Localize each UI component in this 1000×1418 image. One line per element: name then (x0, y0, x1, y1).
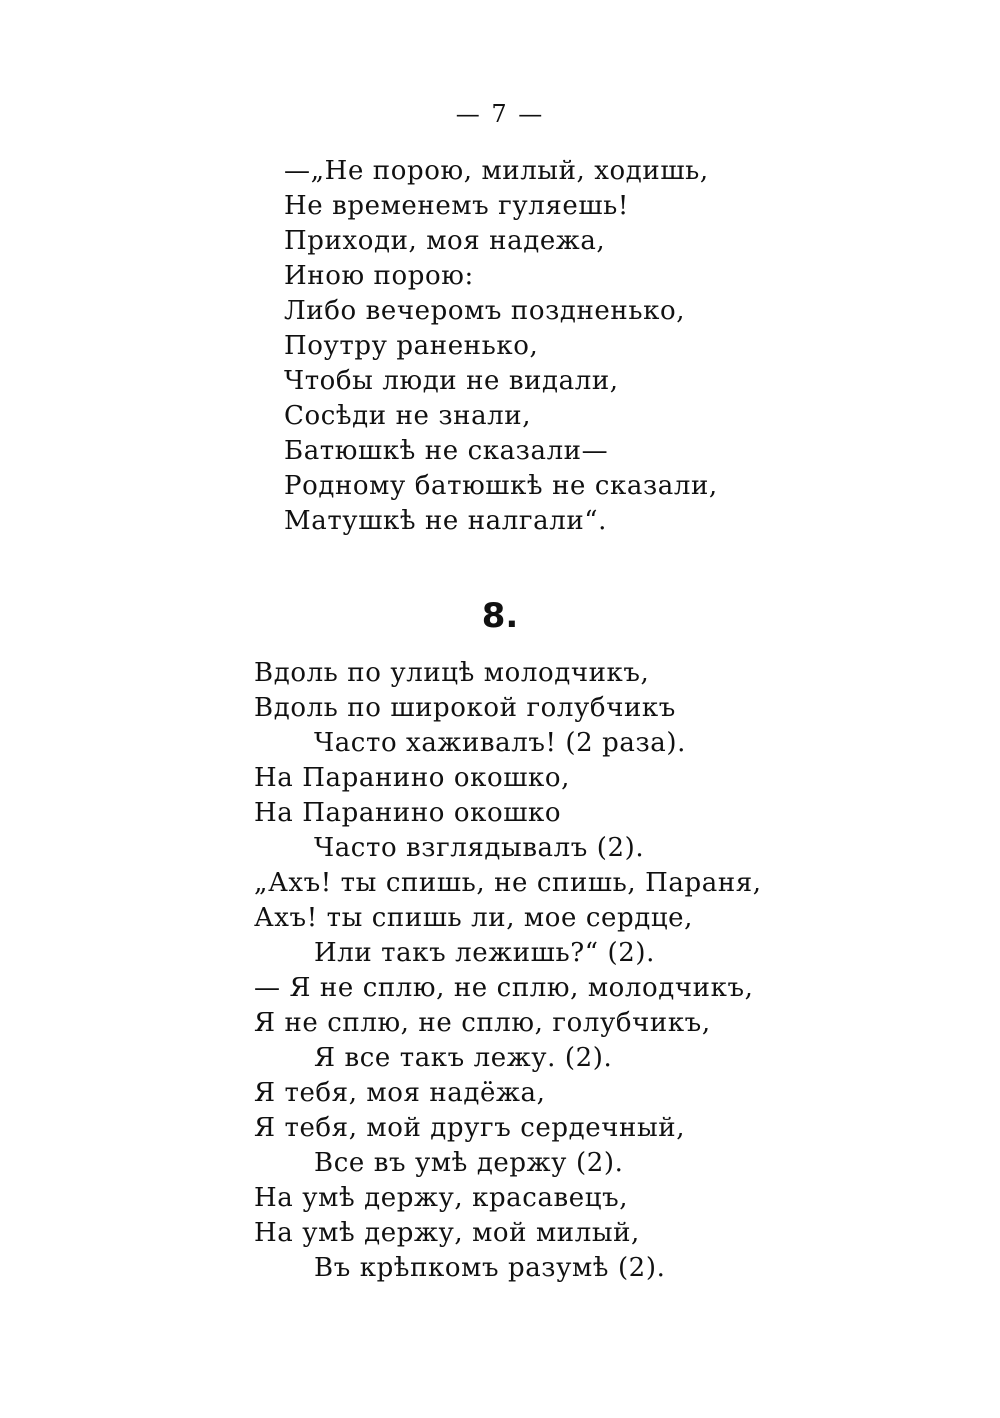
poem-continued-stanza (284, 154, 718, 539)
poem-line: Либо вечеромъ поздненько, (284, 296, 686, 326)
poem-refrain-line: Часто взглядывалъ (2). (314, 833, 645, 863)
poem-line: Вдоль по улицѣ молодчикъ, (254, 658, 650, 688)
poem-line: Родному батюшкѣ не сказали, (284, 471, 718, 501)
poem-line: Ахъ! ты спишь ли, мое сердце, (254, 903, 694, 933)
poem-refrain-line: Все въ умѣ держу (2). (314, 1148, 624, 1178)
poem-refrain-line: Я все такъ лежу. (2). (314, 1043, 613, 1073)
poem-line: Чтобы люди не видали, (284, 366, 619, 396)
poem-line: — Я не сплю, не сплю, молодчикъ, (254, 973, 754, 1003)
poem-line: Я тебя, мой другъ сердечный, (254, 1113, 686, 1143)
poem-line: Сосѣди не знали, (284, 401, 532, 431)
poem-line: На Паранино окошко, (254, 763, 570, 793)
poem-line: „Ахъ! ты спишь, не спишь, Параня, (254, 868, 762, 898)
section-number: 8. (481, 596, 519, 636)
poem-line: Вдоль по широкой голубчикъ (254, 693, 676, 723)
poem-line: Я тебя, моя надёжа, (254, 1078, 546, 1108)
poem-8-text (254, 656, 762, 1286)
poem-line: Иною порою: (284, 261, 474, 291)
poem-line: Приходи, моя надежа, (284, 226, 606, 256)
poem-line: —„Не порою, милый, ходишь, (284, 156, 709, 186)
poem-line: Поутру раненько, (284, 331, 539, 361)
poem-line: Батюшкѣ не сказали— (284, 436, 609, 466)
poem-line: Я не сплю, не сплю, голубчикъ, (254, 1008, 711, 1038)
poem-line: На Паранино окошко (254, 798, 562, 828)
poem-refrain-line: Въ крѣпкомъ разумѣ (2). (314, 1253, 666, 1283)
poem-refrain-line: Часто хаживалъ! (2 раза). (314, 728, 686, 758)
poem-line: На умѣ держу, красавецъ, (254, 1183, 629, 1213)
poem-line: На умѣ держу, мой милый, (254, 1218, 640, 1248)
poem-line: Не временемъ гуляешь! (284, 191, 629, 221)
poem-line: Матушкѣ не налгали“. (284, 506, 608, 536)
poem-refrain-line: Или такъ лежишь?“ (2). (314, 938, 655, 968)
page-number: — 7 — (455, 100, 545, 128)
